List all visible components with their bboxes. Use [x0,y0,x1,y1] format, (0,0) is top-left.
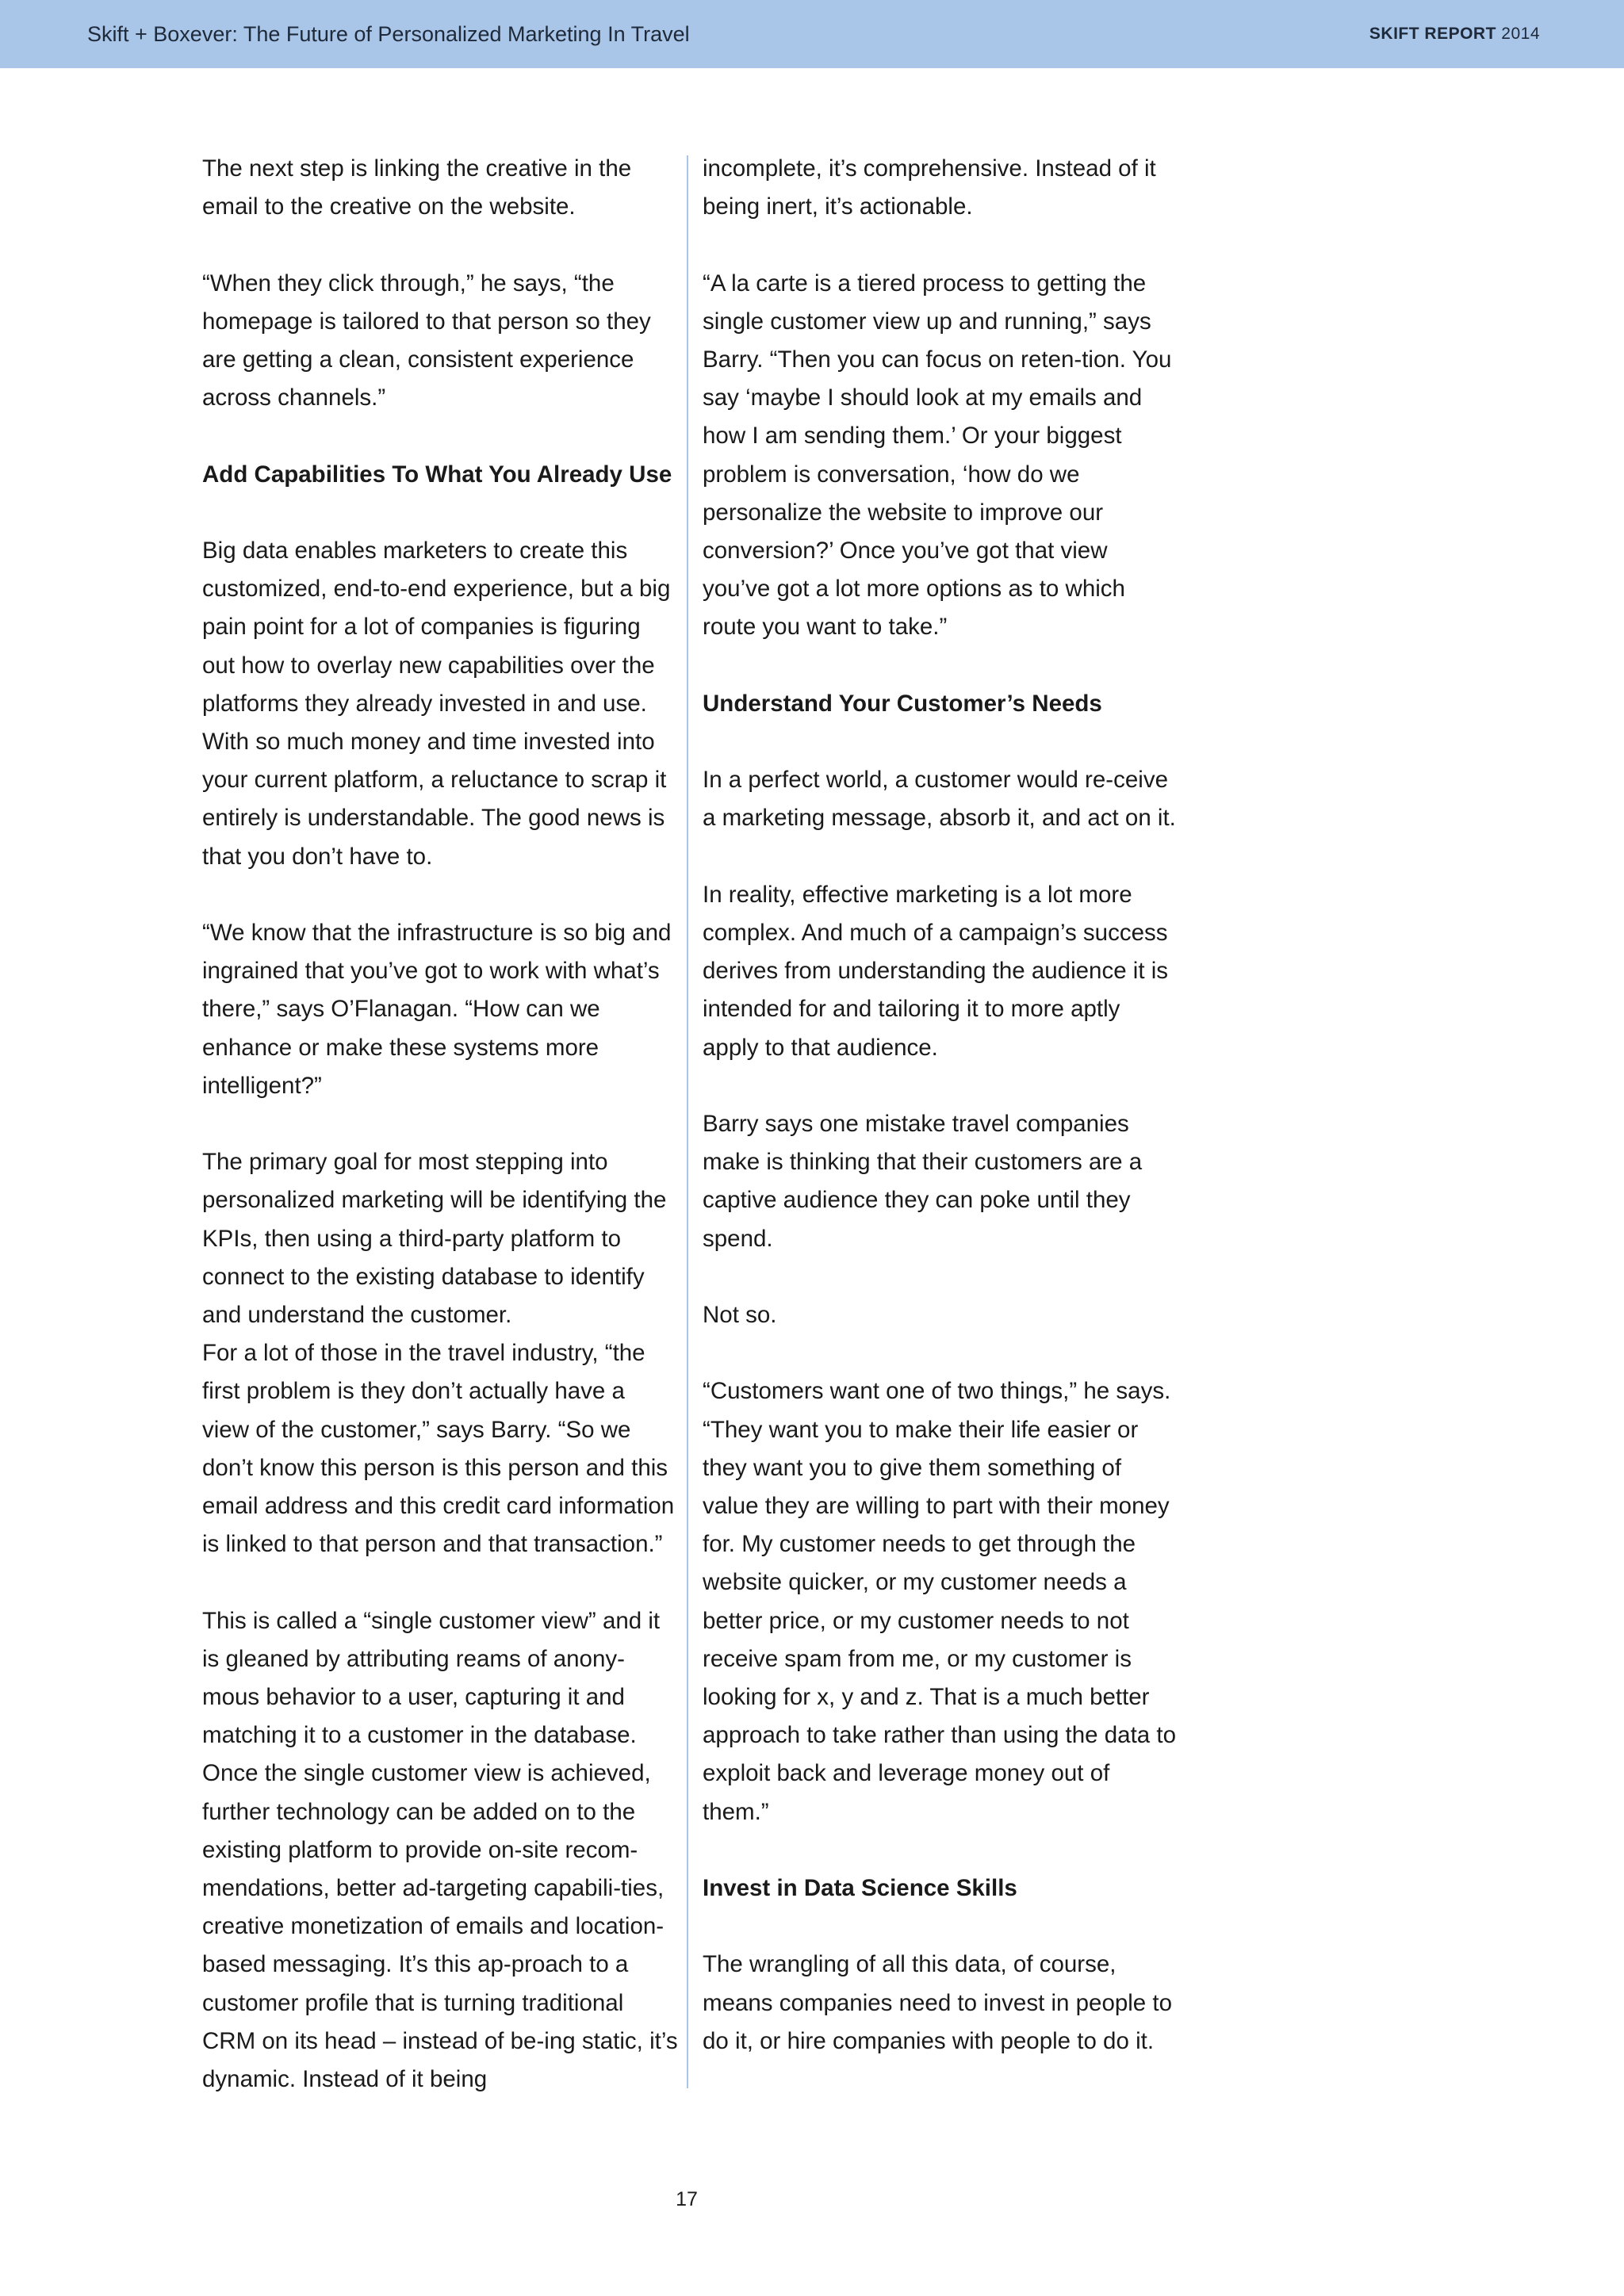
paragraph: Big data enables marketers to create this customized, end-to-end experience, but a big pain point for a lot of companies is figuring out how to overlay new capabilities over the platforms they already invested in and use. With so much money and time invested into your current platform, a reluctance to scrap it entirely is understandable. The good news is that you don’t have to. [202,537,671,870]
page-number: 17 [676,2188,698,2210]
column-divider [687,155,688,2088]
paragraph: Barry says one mistake travel companies make is thinking that their customers are a captive audience they can poke until they spend. [703,1111,1143,1252]
paragraph: “When they click through,” he says, “the homepage is tailored to that person so they are getting a clean, consistent experience across channels.” [202,270,651,411]
paragraph: “We know that the infrastructure is so big and ingrained that you’ve got to work with what’s there,” says O’Flanagan. “How can we enhance or make these systems more intelligent?” [202,920,672,1099]
paragraph: For a lot of those in the travel industry, “the first problem is they don’t actually have a view of the customer,” says Barry. “So we don’t know this person is this person and this email address and this credit card information is linked to that person and that transaction.” [202,1340,675,1558]
paragraph: The wrangling of all this data, of course, means companies need to invest in people to do it, or hire companies with people to do it. [703,1951,1173,2054]
paragraph: “Customers want one of two things,” he says. “They want you to make their life easier or they want you to give them something of value they are willing to part with their money for. My customer needs to get through the website quicker, or my customer needs a better price, or my customer needs to not receive spam from me, or my customer is looking for x, y and z. That is a much better approach to take rather than using the data to exploit back and leverage money out of them.” [703,1378,1176,1825]
paragraph: “A la carte is a tiered process to getting the single customer view up and running,” says Barry. “Then you can focus on reten-tion. You say ‘maybe I should look at my emails and how I am sending them.’ Or your biggest problem is conversation, ‘how do we personalize the website to improve our conversion?’ Once you’ve got that view you’ve got a lot more options as to which route you want to take.” [703,270,1172,641]
report-label [1369,23,1540,45]
report-header [0,0,1624,68]
paragraph: This is called a “single customer view” and it is gleaned by attributing reams of anony-mous behavior to a user, capturing it and matching it to a customer in the database. Once the single customer view is achieved, further technology can be added on to the existing platform to provide on-site recom-mendations, better ad-targeting capabili-ties, creative monetization of emails and location-based messaging. It’s this ap-proach to a customer profile that is turning traditional CRM on its head – instead of be-ing static, it’s dynamic. Instead of it being [202,1607,678,2093]
report-title: Skift + Boxever: The Future of Personalized Marketing In Travel [87,22,690,46]
section-heading: Invest in Data Science Skills [703,1875,1017,1902]
report-word: REPORT [1424,25,1496,43]
section-heading: Add Capabilities To What You Already Use [202,461,672,488]
report-year: 2014 [1501,25,1540,43]
paragraph: In a perfect world, a customer would re-ceive a marketing message, absorb it, and act on it. [703,767,1176,832]
paragraph: Not so. [703,1302,777,1328]
paragraph: The next step is linking the creative in the email to the creative on the website. [202,155,632,220]
report-brand: SKIFT [1369,25,1420,43]
paragraph: incomplete, it’s comprehensive. Instead of it being inert, it’s actionable. [703,155,1156,220]
paragraph: The primary goal for most stepping into personalized marketing will be identifying the KPIs, then using a third-party platform to connect to the existing database to identify and understand the customer. [202,1149,667,1329]
paragraph: In reality, effective marketing is a lot more complex. And much of a campaign’s success derives from understanding the audience it is intended for and tailoring it to more aptly apply to that audience. [703,881,1169,1061]
section-heading: Understand Your Customer’s Needs [703,690,1102,717]
left-text-column [202,150,678,2137]
right-text-column [703,150,1178,2099]
